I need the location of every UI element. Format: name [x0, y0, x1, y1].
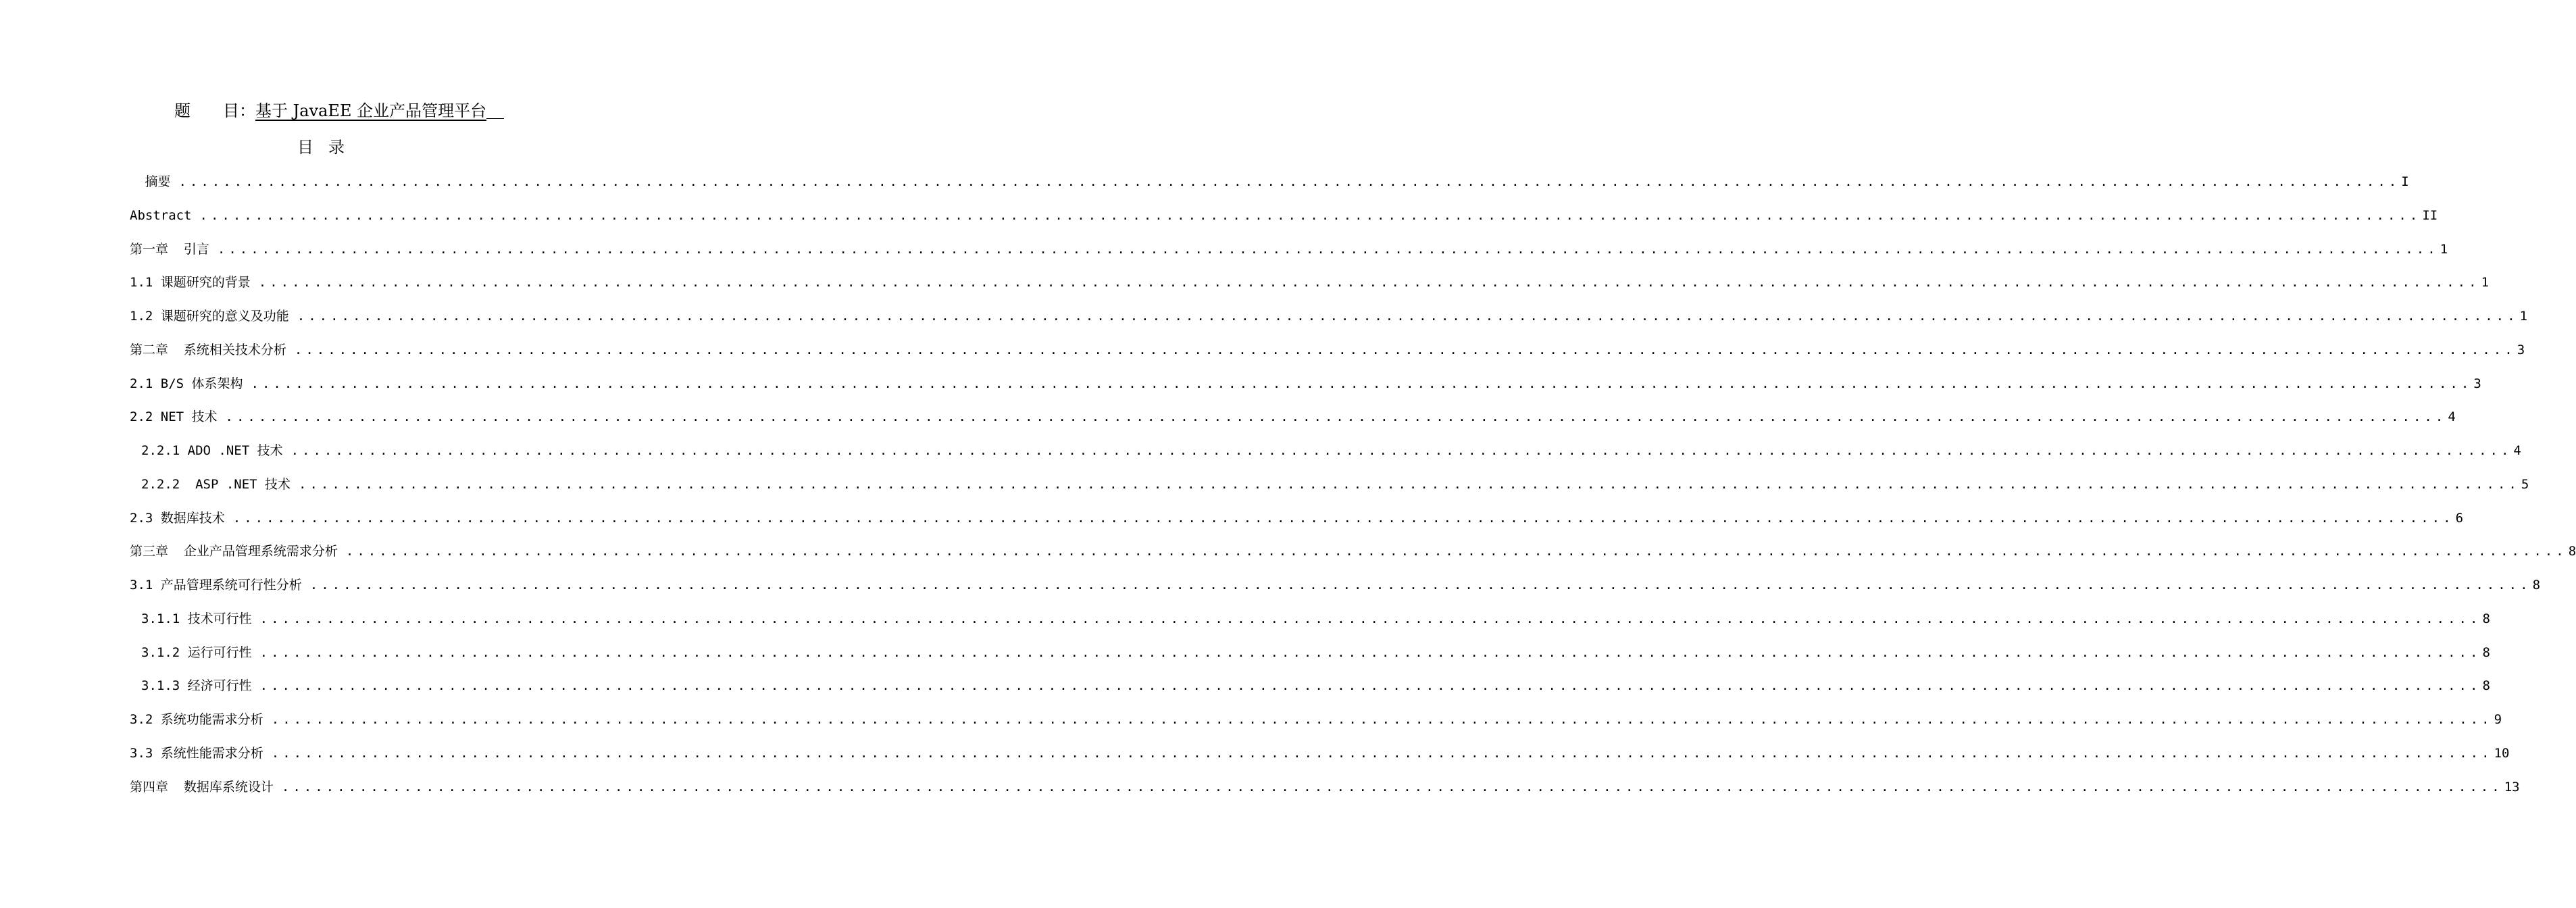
toc-leader-dots: ........................................................................................................................................................................................................: [297, 309, 2519, 324]
toc-entry-page: 6: [2455, 511, 2464, 526]
toc-leader-dots: ........................................................................................................................................................................................................: [217, 242, 2439, 257]
toc-entry-page: 1: [2440, 242, 2448, 257]
toc-entry-label: 2.1 B/S 体系架构: [130, 376, 243, 391]
title-label: 题 目：: [174, 101, 255, 120]
toc-entry-label: 1.2 课题研究的意义及功能: [130, 309, 289, 324]
toc-leader-dots: ........................................................................................................................................................................................................: [271, 746, 2493, 761]
toc-entry[interactable]: [141, 476, 2529, 493]
toc-entry-label: 3.1.3 经济可行性: [141, 678, 252, 693]
toc-leader-dots: ........................................................................................................................................................................................................: [271, 712, 2493, 727]
toc-entry[interactable]: [141, 677, 2490, 695]
toc-entry-page: 8: [2482, 678, 2490, 693]
toc-entry-page: 4: [2448, 409, 2456, 424]
toc-entry-page: 8: [2532, 578, 2541, 592]
toc-leader-dots: ........................................................................................................................................................................................................: [199, 208, 2421, 223]
toc-entry[interactable]: [141, 644, 2490, 661]
toc-entry-page: 4: [2513, 443, 2521, 458]
toc-entry[interactable]: [130, 745, 2510, 762]
toc-entry[interactable]: [130, 341, 2525, 359]
toc-entry-label: Abstract: [130, 208, 192, 223]
title-value: 基于 JavaEE 企业产品管理平台: [255, 101, 487, 120]
toc-leader-dots: ........................................................................................................................................................................................................: [178, 174, 2400, 189]
toc-leader-dots: ........................................................................................................................................................................................................: [281, 780, 2503, 794]
toc-entry[interactable]: [130, 576, 2541, 594]
toc-entry[interactable]: [130, 307, 2528, 325]
toc-entry-page: II: [2422, 208, 2438, 223]
document-title: [174, 100, 504, 122]
title-underline-pad: [486, 102, 504, 119]
toc-leader-dots: ........................................................................................................................................................................................................: [232, 511, 2454, 526]
toc-leader-dots: ........................................................................................................................................................................................................: [259, 611, 2481, 626]
toc-entry-page: 9: [2494, 712, 2502, 727]
toc-heading: 目录: [297, 138, 359, 157]
toc-leader-dots: ........................................................................................................................................................................................................: [259, 645, 2481, 660]
toc-entry[interactable]: [130, 241, 2448, 258]
toc-entry[interactable]: [141, 442, 2521, 459]
toc-leader-dots: ........................................................................................................................................................................................................: [299, 477, 2520, 492]
toc-entry-page: I: [2401, 174, 2409, 189]
toc-entry-page: 1: [2519, 309, 2528, 324]
toc-entry-page: 13: [2504, 780, 2520, 794]
toc-entry-page: 10: [2494, 746, 2510, 761]
toc-entry-page: 3: [2517, 343, 2525, 357]
toc-leader-dots: ........................................................................................................................................................................................................: [291, 443, 2512, 458]
toc-entry[interactable]: [130, 543, 2576, 560]
toc-entry[interactable]: [130, 274, 2490, 291]
toc-entry-label: 摘要: [137, 174, 171, 189]
toc-entry[interactable]: [130, 408, 2456, 426]
toc-entry[interactable]: [130, 778, 2520, 796]
toc-entry-label: 第二章 系统相关技术分析: [130, 343, 286, 357]
toc-entry-label: 3.2 系统功能需求分析: [130, 712, 263, 727]
toc-leader-dots: ........................................................................................................................................................................................................: [294, 343, 2516, 357]
toc-leader-dots: ........................................................................................................................................................................................................: [259, 678, 2481, 693]
toc-entry-label: 3.1.2 运行可行性: [141, 645, 252, 660]
toc-entry-page: 8: [2482, 645, 2490, 660]
toc-leader-dots: ........................................................................................................................................................................................................: [251, 376, 2473, 391]
toc-entry[interactable]: [137, 173, 2409, 191]
toc-entry-label: 2.3 数据库技术: [130, 511, 225, 526]
toc-entry[interactable]: [130, 509, 2464, 527]
toc-entry-page: 1: [2481, 275, 2490, 290]
toc-entry-label: 第四章 数据库系统设计: [130, 780, 274, 794]
toc-leader-dots: ........................................................................................................................................................................................................: [345, 544, 2567, 559]
toc-entry-page: 8: [2568, 544, 2576, 559]
toc-entry-label: 2.2.1 ADO .NET 技术: [141, 443, 283, 458]
toc-entry-label: 3.3 系统性能需求分析: [130, 746, 263, 761]
toc-entry-label: 3.1 产品管理系统可行性分析: [130, 578, 302, 592]
toc-entry-label: 第三章 企业产品管理系统需求分析: [130, 544, 338, 559]
toc-entry[interactable]: [130, 207, 2438, 224]
toc-entry-label: 2.2.2 ASP .NET 技术: [141, 477, 291, 492]
toc-entry-label: 1.1 课题研究的背景: [130, 275, 251, 290]
toc-leader-dots: ........................................................................................................................................................................................................: [225, 409, 2447, 424]
toc-leader-dots: ........................................................................................................................................................................................................: [309, 578, 2531, 592]
toc-entry-label: 第一章 引言: [130, 242, 209, 257]
toc-entry-page: 3: [2473, 376, 2481, 391]
toc-entry-label: 2.2 NET 技术: [130, 409, 218, 424]
toc-entry[interactable]: [141, 610, 2490, 628]
toc-entry-page: 5: [2521, 477, 2529, 492]
toc-entry-page: 8: [2482, 611, 2490, 626]
toc-entry-label: 3.1.1 技术可行性: [141, 611, 252, 626]
toc-entry[interactable]: [130, 711, 2502, 728]
toc-entry[interactable]: [130, 375, 2481, 393]
toc-leader-dots: ........................................................................................................................................................................................................: [258, 275, 2480, 290]
